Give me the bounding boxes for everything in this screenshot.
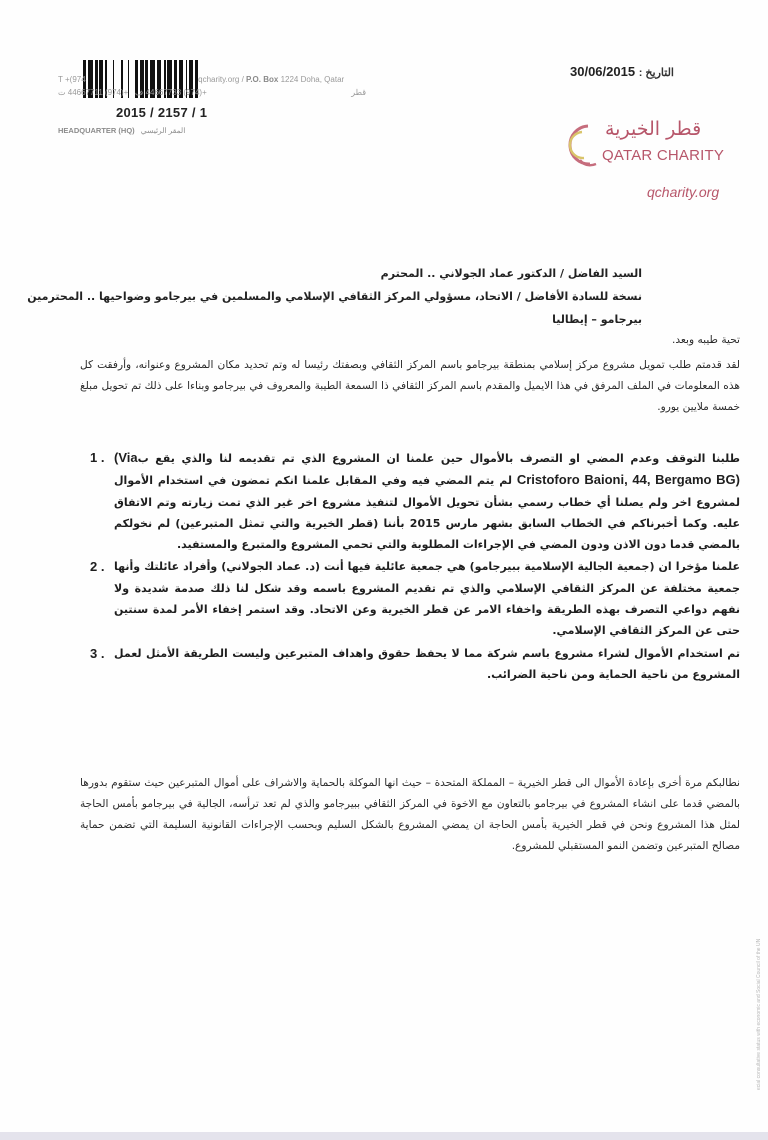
website-link[interactable]: qcharity.org <box>647 184 720 200</box>
tel-number: +(974) 44667711 <box>67 88 129 97</box>
contact-line-2 <box>58 86 438 99</box>
item-text <box>114 447 740 555</box>
date-line <box>570 64 674 79</box>
date-value: 30/06/2015 <box>570 64 636 79</box>
greeting: تحية طيبه وبعد. <box>671 334 740 346</box>
hq-label <box>58 126 185 135</box>
item-text: علمنا مؤخرا ان (جمعية الجالية الإسلامية ببيرجامو) هي جمعية عائلية فيها أنت (د. عماد الجولاني) وأفراد عائلتك وأنها جمعية مختلفة عن المركز الثقافي الإسلامي والذي تم تقديم المشروع باسمه وقد شكل لنا ذلك صدمة شديدة ولا نفهم دواعي التصرف بهذه الطريقة واخفاء الامر عن قطر الخيرية وعن الاتحاد. وقد استمر إخفاء الأمر لمدة سنتين حتى عن المركز الثقافي الإسلامي. <box>114 560 740 638</box>
date-label: التاريخ : <box>638 67 674 79</box>
item-text: تم استخدام الأموال لشراء مشروع باسم شركة مما لا يحفظ حقوق واهداف المتبرعين وليست الطريقة الأمثل لعمل المشروع من ناحية الحماية ومن ناحية الضرائب. <box>114 646 740 681</box>
pobox-label: P.O. Box <box>246 75 279 84</box>
numbered-list <box>90 447 740 686</box>
item-number: 1 . <box>90 450 105 465</box>
phone-prefix: T <box>58 75 63 84</box>
pobox-value: 1224 Doha, Qatar <box>280 75 345 84</box>
contact-info <box>58 73 438 99</box>
logo-text-en: QATAR CHARITY <box>602 147 725 164</box>
item-text-part: لم يتم المضي فيه وفي المقابل علمنا انكم تمضون في استخدام الأموال لمشروع اخر ولم يصلنا أي خطاب رسمي بشأن تحويل الأموال لتنفيذ مشروع اخر غير الذي تمت زيارته وتم الاتفاق عليه. وكما أخبرناكم في الخطاب السابق بشهر مارس 2015 بأننا (قطر الخيرية والتي تمثل المتبرعين) لم نخولكم بالمضي قدما دون الاذن ودون المضي في الإجراءات المطلوبة والتي تحمي المشروع والمتبرع والمستفيد. <box>114 474 740 552</box>
hq-label-en: HEADQUARTER (HQ) <box>58 126 135 135</box>
list-item <box>90 556 740 641</box>
item-number: 2 . <box>90 559 105 575</box>
tel-label: ت <box>58 88 66 97</box>
side-note: ecial consultative status with economic and Social Council of the UN <box>756 938 762 1090</box>
bottom-edge <box>0 1132 768 1140</box>
hq-label-ar: المقر الرئيسي <box>140 126 186 135</box>
contact-partial-ar: قطر <box>351 88 367 97</box>
addressee-line-2: نسخة للسادة الأفاضل / الاتحاد، مسؤولي المركز الثقافي الإسلامي والمسلمين في بيرجامو وضواحيها .. المحترمين <box>27 290 642 303</box>
reference-number: 2015 / 2157 / 1 <box>116 105 208 120</box>
fax-label: ف <box>135 88 144 97</box>
list-item <box>90 447 740 555</box>
project-address: (Via Cristoforo Baioni, 44, Bergamo BG) <box>114 450 740 488</box>
addressee-block <box>27 262 642 331</box>
contact-website: qcharity.org <box>198 75 240 84</box>
logo-text-ar: قطر الخيرية <box>605 118 702 140</box>
addressee-line-1: السيد الفاضل / الدكتور عماد الجولاني .. المحترم <box>380 267 642 280</box>
closing-paragraph: نطالبكم مرة أخرى بإعادة الأموال الى قطر الخيرية – المملكة المتحدة – حيث انها الموكلة بالحماية والاشراف على أموال المتبرعين حيث ستقوم بدورها بالمضي قدما على انشاء المشروع في بيرجامو بالتعاون مع الاخوة في المركز الثقافي ببيرجامو والذي لم تعد ترأسه، الجالية في بيرجامو بأمس الحاجة لمثل هذا المشروع ونحن في قطر الخيرية بأمس الحاجة ان يمضي المشروع بالشكل السليم وبحسب الإجراءات القانونية السليمة التي تضمن حماية مصالح المتبرعين وتضمن النمو المستقبلي للمشروع. <box>80 777 740 852</box>
contact-line-1: T +(974 qcharity.org / P.O. Box 1224 Doha, Qatar <box>58 75 345 84</box>
item-number: 3 . <box>90 645 105 661</box>
intro-paragraph: لقد قدمتم طلب تمويل مشروع مركز إسلامي بمنطقة بيرجامو باسم المركز الثقافي وبصفتك رئيسا له وتم تحديد مكان المشروع وعنوانه، وأرفقت كل هذه المعلومات في الملف المرفق في هذا الايميل والمقدم باسم المركز الثقافي ذا السمعة الطيبة والمعروف في بيرجامو وبناءا على ذلك تم تحويل مبلغ خمسة ملايين يورو. <box>80 359 740 413</box>
phone-partial: +(974 <box>64 75 86 84</box>
addressee-line-3: بيرجامو – إيطاليا <box>552 313 642 326</box>
item-text-part: طلبنا التوقف وعدم المضي او التصرف بالأموال حين علمنا ان المشروع الذي تم تقديمه لنا والذي يقع ب <box>137 452 740 465</box>
list-item <box>90 643 740 686</box>
fax-number: +(974) 44667733 <box>145 88 207 97</box>
